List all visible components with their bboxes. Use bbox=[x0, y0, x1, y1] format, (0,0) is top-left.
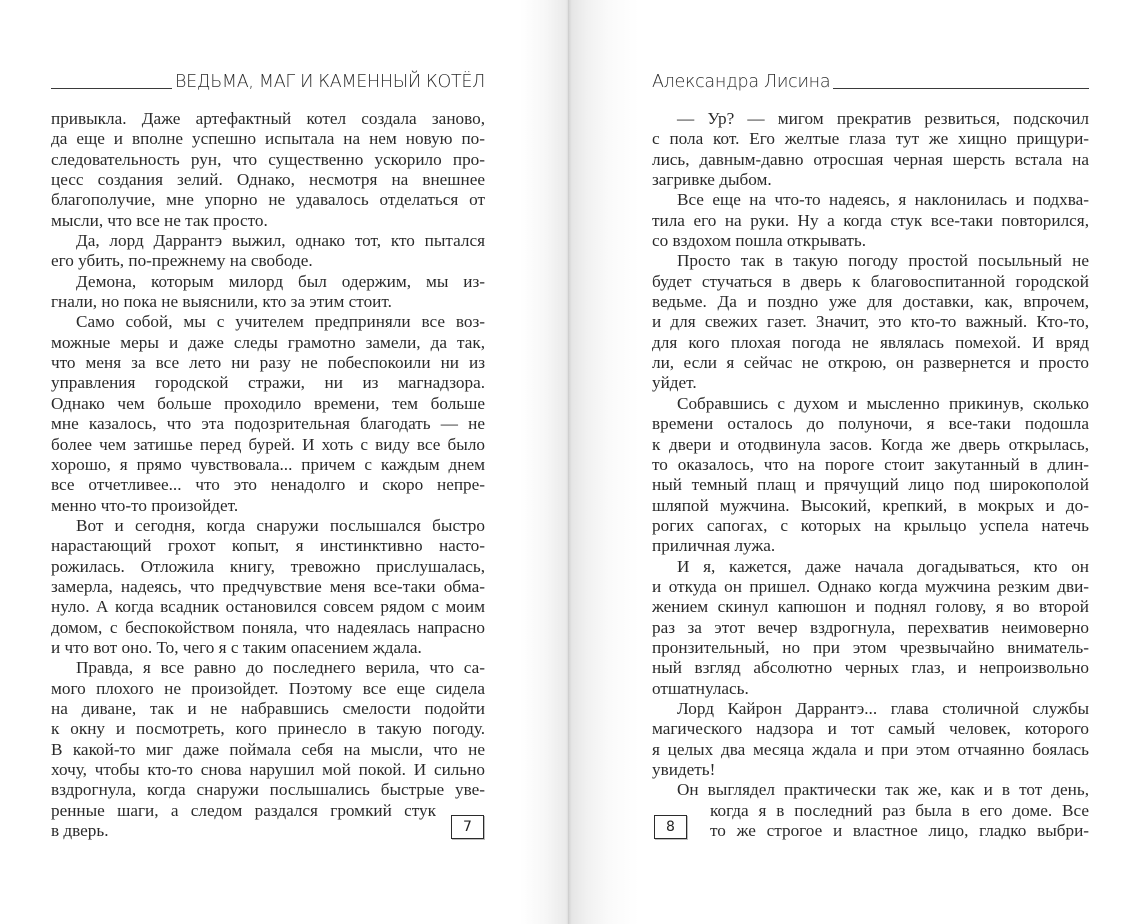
text-line: Да, лорд Даррантэ выжил, однако тот, кто пытался bbox=[76, 231, 485, 251]
text-line: следовательность рун, что существенно ускорило про- bbox=[51, 149, 485, 169]
header-rule bbox=[51, 88, 172, 89]
author-name: Александра Лисина bbox=[652, 71, 831, 92]
text-line: к окну и посмотреть, кого принесло в такую погоду. bbox=[51, 719, 485, 739]
text-line: более чем затишье перед бурей. И хоть с виду все было bbox=[51, 434, 485, 454]
text-line: ли, если я сейчас не открою, он развернется и просто bbox=[652, 353, 1089, 373]
text-line: нуло. А когда всадник остановился совсем рядом с моим bbox=[51, 597, 485, 617]
text-line: ный темный плащ и прячущий лицо под широкополой bbox=[652, 475, 1089, 495]
text-line: рогих сапогах, с которых на крыльцо успела натечь bbox=[652, 515, 1089, 535]
text-line: к двери и отодвинула засов. Когда же дверь открылась, bbox=[652, 434, 1089, 454]
text-line: шляпой мужчина. Высокий, крепкий, в мокрых и до- bbox=[652, 495, 1089, 515]
text-line: замерла, надеясь, что предчувствие меня все-таки обма- bbox=[51, 576, 485, 596]
left-page-body-text bbox=[51, 109, 485, 841]
text-line: и для свежих газет. Значит, это кто-то важный. Кто-то, bbox=[652, 312, 1089, 332]
text-line: на диване, так и не набравшись смелости подойти bbox=[51, 698, 485, 718]
text-line: Правда, я все равно до последнего верила, что са- bbox=[76, 658, 485, 678]
text-line: В какой-то миг даже поймала себя на мысли, что не bbox=[51, 739, 485, 759]
page-number-7: 7 bbox=[451, 815, 484, 839]
text-line: его убить, по-прежнему на свободе. bbox=[51, 251, 313, 271]
text-line: Просто так в такую погоду простой посыльный не bbox=[677, 251, 1089, 271]
text-line: с пола кот. Его желтые глаза тут же хищно прищури- bbox=[652, 129, 1089, 149]
text-line: со вздохом пошла открывать. bbox=[652, 231, 867, 251]
text-line: Однако чем больше проходило времени, тем больше bbox=[51, 393, 485, 413]
text-line: Все еще на что-то надеясь, я наклонилась и подхва- bbox=[677, 190, 1089, 210]
left-page bbox=[0, 0, 569, 924]
text-line: пронзительный, но при этом чрезвычайно вниматель- bbox=[652, 637, 1089, 657]
text-line: в дверь. bbox=[51, 821, 109, 841]
text-line: Он выглядел практически так же, как и в тот день, bbox=[677, 780, 1089, 800]
right-page bbox=[569, 0, 1141, 924]
book-title: ВЕДЬМА, МАГ И КАМЕННЫЙ КОТЁЛ bbox=[175, 71, 485, 92]
text-line: все отчетливее... что это ненадолго и скоро непре- bbox=[51, 475, 485, 495]
text-line: Лорд Кайрон Даррантэ... глава столичной службы bbox=[677, 698, 1089, 718]
text-line: гнали, но пока не выяснили, кто за этим стоит. bbox=[51, 292, 392, 312]
text-line: управления городской стражи, ни из магнадзора. bbox=[51, 373, 485, 393]
running-head-author bbox=[652, 69, 1089, 91]
text-line: тила его на руки. Ну а когда стук все-таки повторился, bbox=[652, 210, 1089, 230]
page-number-8: 8 bbox=[654, 815, 687, 839]
text-line: Вот и сегодня, когда снаружи послышался быстро bbox=[76, 515, 485, 535]
text-line: Само собой, мы с учителем предприняли все воз- bbox=[76, 312, 485, 332]
text-line: то оказалось, что на пороге стоит закутанный в длин- bbox=[652, 454, 1089, 474]
text-line: привыкла. Даже артефактный котел создала заново, bbox=[51, 109, 485, 128]
text-line: мысли, что все не так просто. bbox=[51, 210, 268, 230]
text-line: ный взгляд абсолютно черных глаз, и непроизвольно bbox=[652, 658, 1089, 678]
text-line: загривке дыбом. bbox=[652, 170, 772, 190]
text-line: что меня за все лето ни разу не побеспокоили ни из bbox=[51, 353, 485, 373]
text-line: домом, с беспокойством поняла, что надеялась напрасно bbox=[51, 617, 485, 637]
text-line: мого плохого не произойдет. Поэтому все еще сидела bbox=[51, 678, 485, 698]
text-line: времени осталось до полуночи, я все-таки подошла bbox=[652, 414, 1089, 434]
text-line: цесс создания зелий. Однако, несмотря на внешнее bbox=[51, 170, 485, 190]
right-page-body-text bbox=[652, 109, 1089, 841]
text-line: будет стучаться в дверь к благовоспитанной городской bbox=[652, 271, 1089, 291]
text-line: отшатнулась. bbox=[652, 678, 749, 698]
text-line: хочу, чтобы кто-то снова нарушил мой покой. И сильно bbox=[51, 760, 485, 779]
text-line: то же строгое и властное лицо, гладко выбри- bbox=[710, 821, 1089, 841]
text-line: и откуда он пришел. Однако когда мужчина резким дви- bbox=[652, 576, 1089, 596]
text-line: ведьме. Да и поздно уже для доставки, как, впрочем, bbox=[652, 292, 1089, 312]
text-line: для кого плохая погода не являлась помехой. И вряд bbox=[652, 332, 1089, 352]
text-line: Собравшись с духом и мысленно прикинув, сколько bbox=[677, 393, 1089, 413]
text-line: — Ур? — мигом прекратив резвиться, подскочил bbox=[677, 109, 1089, 128]
text-line: раз за этот вечер вздрогнула, перехватив неимоверно bbox=[652, 617, 1089, 637]
text-line: когда я в последний раз была в его доме. Все bbox=[710, 800, 1089, 820]
text-line: рожилась. Отложила книгу, тревожно прислушалась, bbox=[51, 556, 485, 576]
text-line: можные меры и даже следы грамотно замели, да так, bbox=[51, 332, 485, 352]
text-line: хорошо, я прямо чувствовала... причем с каждым днем bbox=[51, 454, 485, 474]
text-line: я целых два месяца ждала и при этом отчаянно боялась bbox=[652, 739, 1089, 759]
text-line: мне казалось, что эта подозрительная благодать — не bbox=[51, 414, 485, 434]
text-line: увидеть! bbox=[652, 760, 716, 779]
text-line: приличная лужа. bbox=[652, 536, 776, 556]
text-line: да еще и вполне успешно испытала на нем новую по- bbox=[51, 129, 485, 149]
text-line: менно что-то произойдет. bbox=[51, 495, 239, 515]
text-line: вздрогнула, когда снаружи послышались быстрые уве- bbox=[51, 780, 485, 800]
running-head-book-title bbox=[51, 69, 485, 91]
text-line: И я, кажется, даже начала догадываться, кто он bbox=[677, 556, 1089, 576]
text-line: лись, давным-давно отросшая черная шерсть встала на bbox=[652, 149, 1089, 169]
text-line: благополучие, мне упорно не удавалось отделаться от bbox=[51, 190, 485, 210]
text-line: ренные шаги, а следом раздался громкий стук bbox=[51, 800, 436, 820]
text-line: уйдет. bbox=[652, 373, 697, 393]
header-rule bbox=[833, 88, 1089, 89]
text-line: нарастающий грохот копыт, я инстинктивно насто- bbox=[51, 536, 485, 556]
text-line: Демона, которым милорд был одержим, мы из- bbox=[76, 271, 485, 291]
text-line: жением скинул капюшон и поднял голову, я во второй bbox=[652, 597, 1089, 617]
text-line: и что вот оно. То, чего я с таким опасением ждала. bbox=[51, 637, 422, 657]
text-line: магического надзора и тот самый человек, которого bbox=[652, 719, 1089, 739]
